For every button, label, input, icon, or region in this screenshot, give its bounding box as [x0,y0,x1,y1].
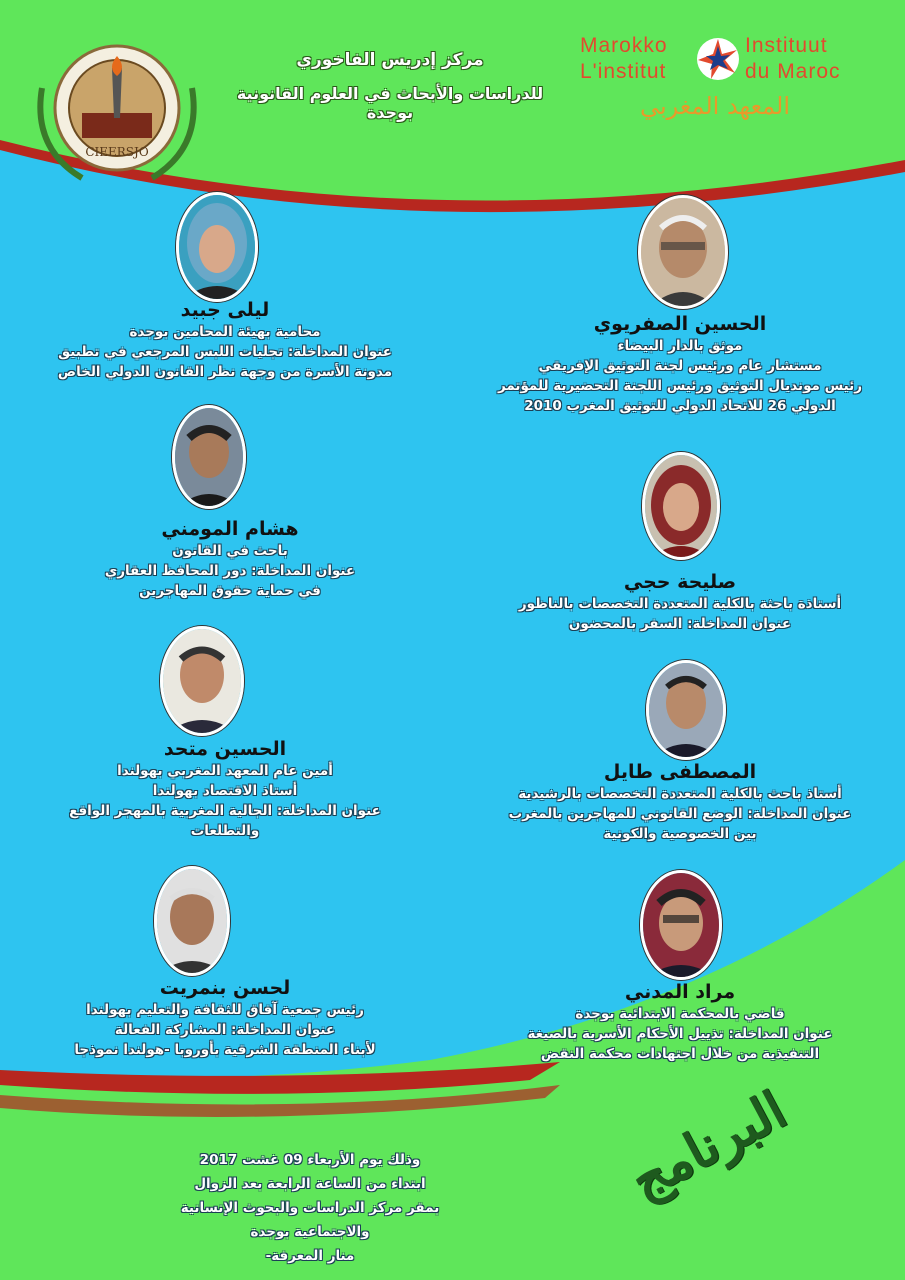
speaker-4 [455,570,905,634]
speaker-line: محامية بهيئة المحامين بوجدة [129,324,321,340]
speaker-line: أستاذ باحث بالكلية المتعددة التخصصات بالرشيدية [518,786,842,802]
speaker-line: عنوان المداخلة: الجالية المغربية بالمهجر الواقع [69,803,381,819]
institute-arabic: المعهد المغربي [639,92,791,120]
speaker-line: رئيس مونديال التوثيق ورئيس اللجنة التحضيرية للمؤتمر [497,378,863,394]
footer [150,1148,470,1268]
speaker-photo-1 [638,195,728,309]
program-label [620,1079,855,1235]
speaker-line: عنوان المداخلة: دور المحافظ العقاري [104,563,356,579]
speaker-photo-4 [642,452,720,560]
speaker-name: المصطفى طايل [603,761,757,783]
speaker-line: عنوان المداخلة: الوضع القانوني للمهاجرين بالمغرب [508,806,852,822]
speaker-line: أمين عام المعهد المغربي بهولندا [117,763,333,779]
speaker-photo-7 [154,866,230,976]
footer-line-2: ابتداء من الساعة الرابعة بعد الزوال [194,1176,426,1192]
speaker-line: مدونة الأسرة من وجهة نظر القانون الدولي الخاص [57,364,393,380]
footer-line-3: بمقر مركز الدراسات والبحوث الإنسانية والاجتماعية بوجدة [180,1200,440,1240]
speaker-name: هشام المومني [161,518,299,540]
logo-text: CIEERSJO [85,145,149,159]
speaker-line: عنوان المداخلة: تذييل الأحكام الأسرية بالصيغة [527,1026,833,1042]
speaker-name: الحسين متحد [163,738,287,760]
speaker-photo-5 [160,626,244,736]
institute-logo [580,32,860,132]
institute-right-1: Instituut [745,34,828,57]
speaker-line: بين الخصوصية والكونية [603,826,757,842]
speaker-photo-2 [176,192,258,302]
header-title [225,50,555,122]
center-title-line2: للدراسات والأبحاث في العلوم القانونية بوجدة [236,84,544,122]
speaker-photo-3 [172,405,246,509]
speaker-line: والتطلعات [190,823,260,839]
star-icon [695,36,741,82]
speaker-line: في حماية حقوق المهاجرين [139,583,321,599]
speaker-line: التنفيذية من خلال اجتهادات محكمة النقض [540,1046,820,1062]
speaker-line: عنوان المداخلة: السفر بالمحضون [568,616,792,632]
speaker-line: أستاذ الاقتصاد بهولندا [152,783,298,799]
speaker-7 [0,976,450,1060]
institute-right-2: du Maroc [745,60,841,83]
speaker-line: باحث في القانون [172,543,288,559]
speaker-line: أستاذة باحثة بالكلية المتعددة التخصصات بالناظور [518,596,842,612]
speaker-line: عنوان المداخلة: تجليات اللبس المرجعي في تطبيق [58,344,392,360]
speaker-photo-8 [640,870,722,980]
speaker-photo-6 [646,660,726,760]
speaker-line: مستشار عام ورئيس لجنة التوثيق الإفريقي [538,358,822,374]
speaker-name: لحسن بنمريت [159,977,291,999]
speaker-line: قاضي بالمحكمة الابتدائية بوجدة [575,1006,785,1022]
center-logo [22,28,212,193]
program-label-text: البرنامج [620,1079,797,1212]
institute-left-2: L'institut [580,60,667,83]
speaker-name: صليحة حجي [623,571,737,593]
speaker-1 [455,312,905,416]
speaker-line: رئيس جمعية آفاق للثقافة والتعليم بهولندا [86,1002,364,1018]
speaker-line: موثق بالدار البيضاء [617,338,743,354]
speaker-line: الدولي 26 للاتحاد الدولي للتوثيق المغرب 2010 [524,398,836,414]
institute-left-1: Marokko [580,34,668,57]
center-title-line1: مركز إدريس الفاخوري [296,50,484,70]
speaker-line: عنوان المداخلة: المشاركة الفعالة [114,1022,336,1038]
speaker-5 [0,737,450,841]
speaker-3 [0,517,460,601]
speaker-name: ليلى جبيد [180,299,270,321]
speaker-line: لأبناء المنطقة الشرقية بأوروبا -هولندا نموذجا [74,1042,376,1058]
speaker-6 [455,760,905,844]
speaker-8 [455,980,905,1064]
speaker-name: مراد المدني [624,981,736,1003]
footer-line-4: منار المعرفة- [265,1248,355,1264]
speaker-2 [0,298,450,382]
speaker-name: الحسين الصفريوي [593,313,767,335]
footer-line-1: وذلك يوم الأربعاء 09 غشت 2017 [199,1152,421,1168]
